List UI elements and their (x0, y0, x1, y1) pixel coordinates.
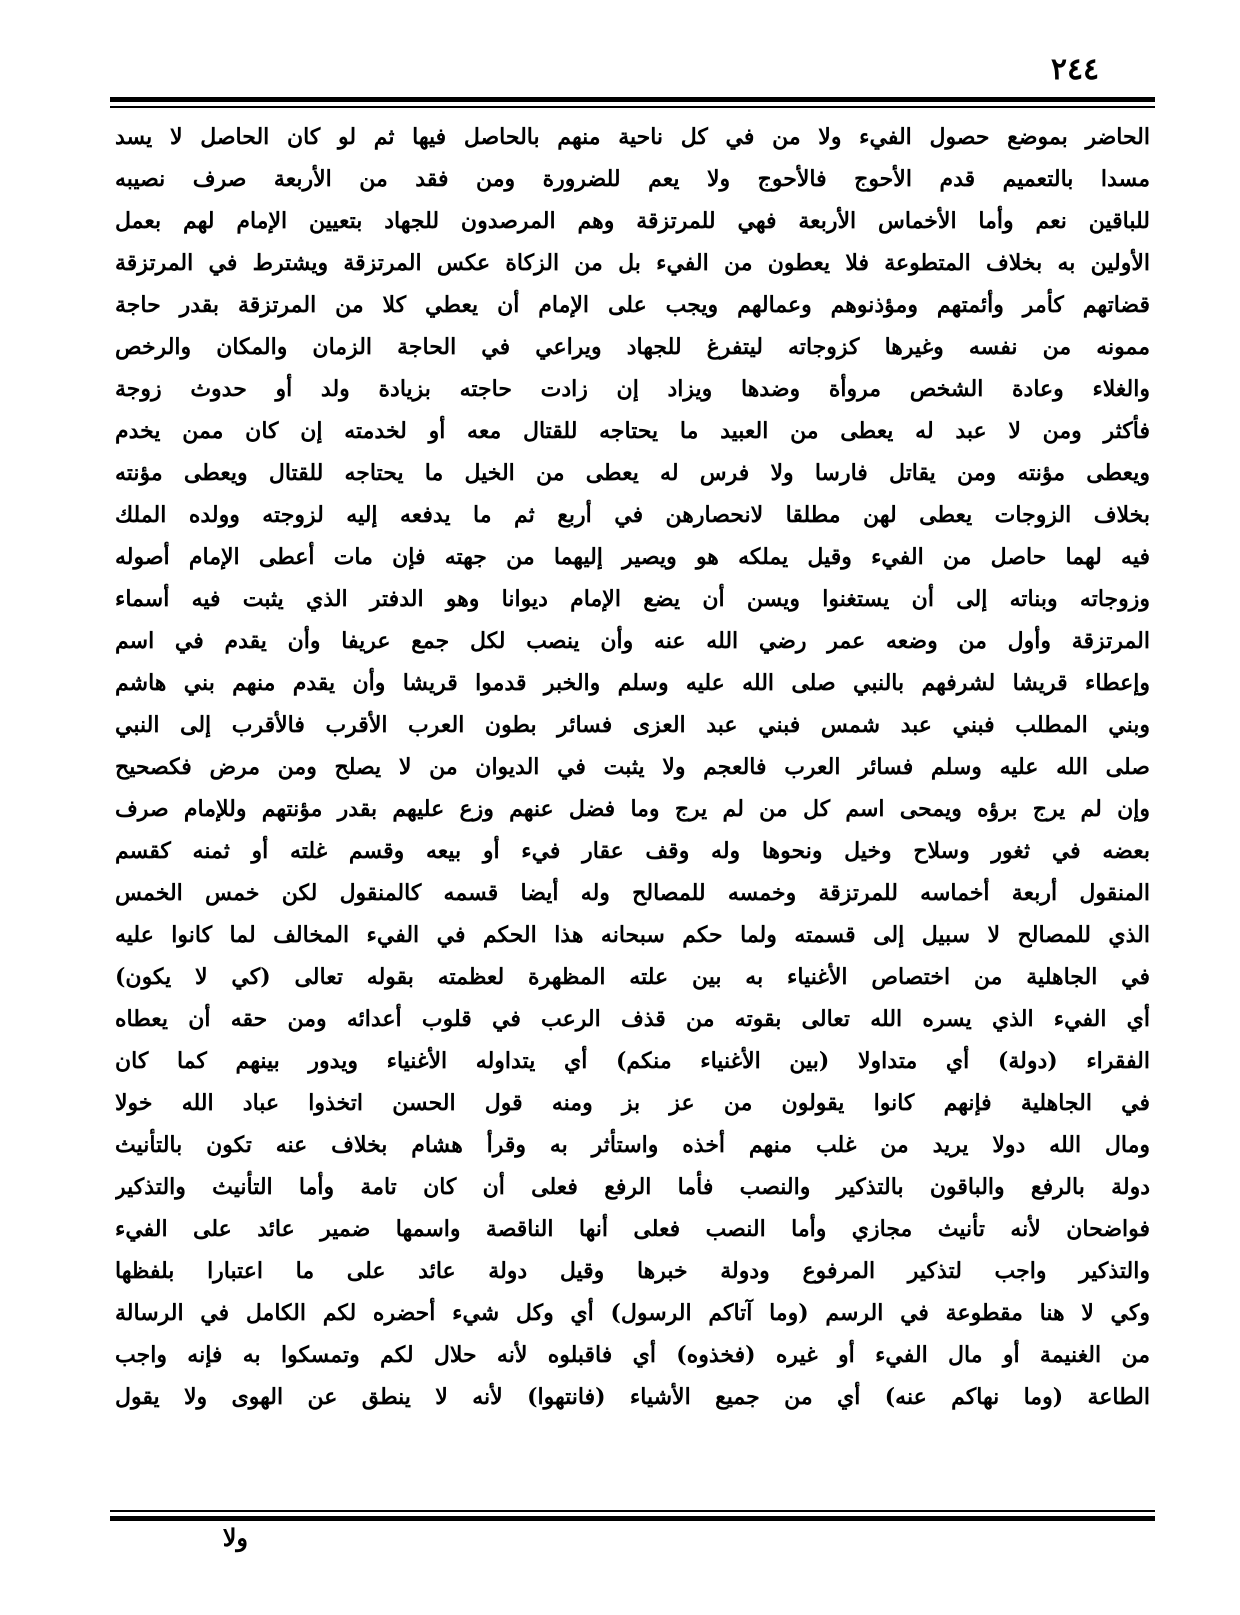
text-line: وإعطاء قريشا لشرفهم بالنبي صلى الله عليه وسلم والخبر قدموا قريشا وأن يقدم منهم بني هاشم (115, 670, 1150, 696)
text-line: ومال الله دولا يريد من غلب منهم أخذه واستأثر به وقرأ هشام بخلاف عنه تكون بالتأنيث (115, 1132, 1150, 1158)
text-line: الطاعة (وما نهاكم عنه) أي من جميع الأشياء (فانتهوا) لأنه لا ينطق عن الهوى ولا يقول (115, 1384, 1150, 1410)
text-line: فأكثر ومن لا عبد له يعطى من العبيد ما يحتاجه للقتال معه أو لخدمته إن كان ممن يخدم (115, 418, 1150, 444)
text-line: دولة بالرفع والباقون بالتذكير والنصب فأما الرفع فعلى أن كان تامة وأما التأنيث والتذكير (115, 1174, 1150, 1200)
text-line: وإن لم يرج برؤه ويمحى اسم كل من لم يرج وما فضل عنهم وزع عليهم بقدر مؤنتهم وللإمام صرف (115, 796, 1150, 822)
text-line: مسدا بالتعميم قدم الأحوج فالأحوج ولا يعم للضرورة ومن فقد من الأربعة صرف نصيبه (115, 166, 1150, 192)
text-line: أي الفيء الذي يسره الله تعالى بقوته من قذف الرعب في قلوب أعدائه ومن حقه أن يعطاه (115, 1006, 1150, 1032)
body-text (115, 116, 1150, 1501)
text-line: قضاتهم كأمر وأئمتهم ومؤذنوهم وعمالهم ويجب على الإمام أن يعطي كلا من المرتزقة بقدر حاجة (115, 292, 1150, 318)
text-line: في الجاهلية فإنهم كانوا يقولون من عز بز ومنه قول الحسن اتخذوا عباد الله خولا (115, 1090, 1150, 1116)
text-line: للباقين نعم وأما الأخماس الأربعة فهي للمرتزقة وهم المرصدون للجهاد بتعيين الإمام لهم بعمل (115, 208, 1150, 234)
text-line: الفقراء (دولة) أي متداولا (بين الأغنياء منكم) أي يتداوله الأغنياء ويدور بينهم كما كان (115, 1048, 1150, 1074)
text-line: فواضحان لأنه تأنيث مجازي وأما النصب فعلى أنها الناقصة واسمها ضمير عائد على الفيء (115, 1216, 1150, 1242)
text-line: وكي لا هنا مقطوعة في الرسم (وما آتاكم الرسول) أي وكل شيء أحضره لكم الكامل في الرسالة (115, 1300, 1150, 1326)
footer-rule-thick (110, 1516, 1155, 1521)
text-line: وبني المطلب فبني عبد شمس فبني عبد العزى فسائر بطون العرب الأقرب فالأقرب إلى النبي (115, 712, 1150, 738)
text-line: صلى الله عليه وسلم فسائر العرب فالعجم ولا يثبت في الديوان من لا يصلح ومن مرض فكصحيح (115, 754, 1150, 780)
text-line: المنقول أربعة أخماسه للمرتزقة وخمسه للمصالح وله أيضا قسمه كالمنقول لكن خمس الخمس (115, 880, 1150, 906)
page-number: ٢٤٤ (1050, 52, 1100, 87)
text-line: ممونه من نفسه وغيرها كزوجاته ليتفرغ للجهاد ويراعي في الحاجة الزمان والمكان والرخص (115, 334, 1150, 360)
text-line: بخلاف الزوجات يعطى لهن مطلقا لانحصارهن في أربع ثم ما يدفعه إليه لزوجته وولده الملك (115, 502, 1150, 528)
header-rule-thick (110, 97, 1155, 102)
text-line: ويعطى مؤنته ومن يقاتل فارسا ولا فرس له يعطى من الخيل ما يحتاجه للقتال ويعطى مؤنته (115, 460, 1150, 486)
header-rule-thin (110, 106, 1155, 108)
catchword: ولا (222, 1523, 248, 1552)
text-line: والغلاء وعادة الشخص مروأة وضدها ويزاد إن زادت حاجته بزيادة ولد أو حدوث زوجة (115, 376, 1150, 402)
text-line: الحاضر بموضع حصول الفيء ولا من في كل ناحية منهم بالحاصل فيها ثم لو كان الحاصل لا يسد (115, 124, 1150, 150)
text-line: في الجاهلية من اختصاص الأغنياء به بين علته المظهرة لعظمته بقوله تعالى (كي لا يكون) (115, 964, 1150, 990)
footer-rule-thin (110, 1510, 1155, 1512)
text-line: فيه لهما حاصل من الفيء وقيل يملكه هو ويصير إليهما من جهته فإن مات أعطى الإمام أصوله (115, 544, 1150, 570)
text-line: الذي للمصالح لا سبيل إلى قسمته ولما حكم سبحانه هذا الحكم في الفيء المخالف لما كانوا عليه (115, 922, 1150, 948)
text-line: بعضه في ثغور وسلاح وخيل ونحوها وله وقف عقار فيء أو بيعه وقسم غلته أو ثمنه كقسم (115, 838, 1150, 864)
text-line: من الغنيمة أو مال الفيء أو غيره (فخذوه) أي فاقبلوه لأنه حلال لكم وتمسكوا به فإنه واجب (115, 1342, 1150, 1368)
text-line: الأولين به بخلاف المتطوعة فلا يعطون من الفيء بل من الزكاة عكس المرتزقة ويشترط في المرتزقة (115, 250, 1150, 276)
text-line: وزوجاته وبناته إلى أن يستغنوا ويسن أن يضع الإمام ديوانا وهو الدفتر الذي يثبت فيه أسماء (115, 586, 1150, 612)
text-line: والتذكير واجب لتذكير المرفوع ودولة خبرها وقيل دولة عائد على ما اعتبارا بلفظها (115, 1258, 1150, 1284)
text-line: المرتزقة وأول من وضعه عمر رضي الله عنه وأن ينصب لكل جمع عريفا وأن يقدم في اسم (115, 628, 1150, 654)
